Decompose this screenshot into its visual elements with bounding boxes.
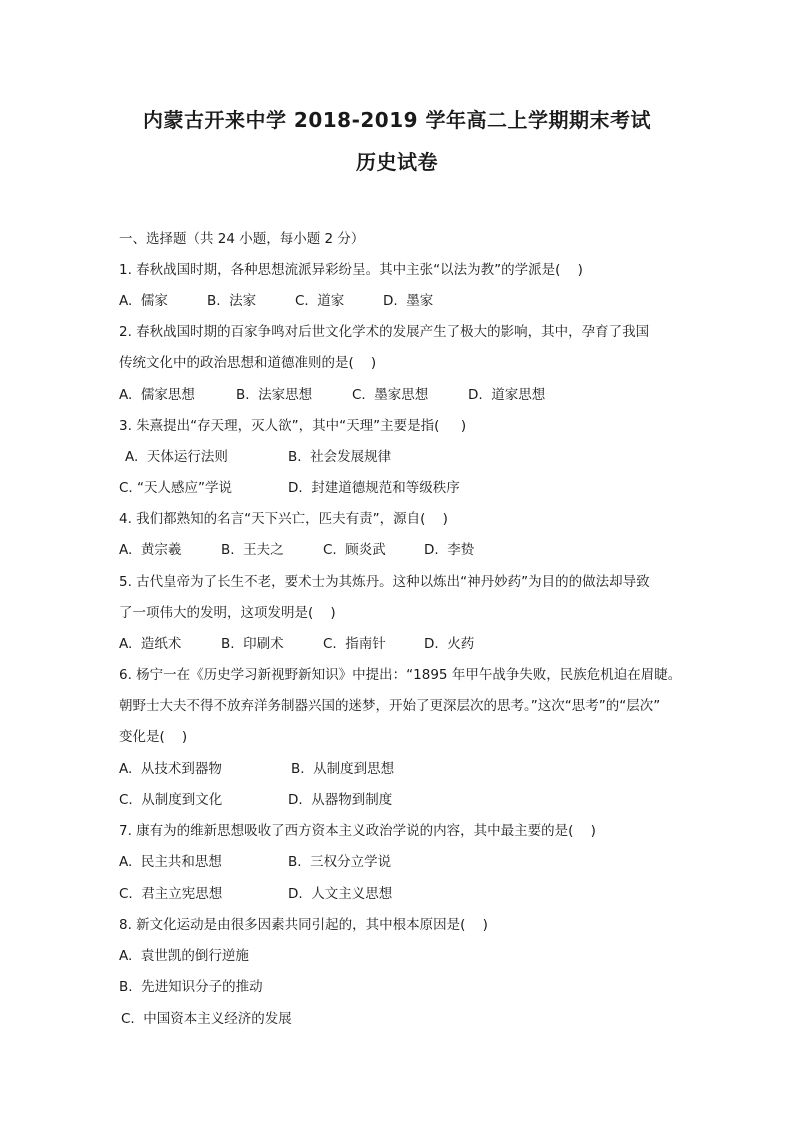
question-5-line-2: 了一项伟大的发明，这项发明是( ) bbox=[119, 605, 336, 621]
question-2-option-b: B. 法家思想 bbox=[236, 387, 313, 403]
question-6-option-d: D. 从器物到制度 bbox=[288, 792, 393, 808]
question-2-line-2: 传统文化中的政治思想和道德准则的是( ) bbox=[119, 355, 377, 371]
question-7-option-c: C. 君主立宪思想 bbox=[119, 886, 223, 902]
question-6-option-c: C. 从制度到文化 bbox=[119, 792, 223, 808]
question-8-line-1: 8. 新文化运动是由很多因素共同引起的，其中根本原因是( ) bbox=[119, 917, 488, 933]
question-7-option-d: D. 人文主义思想 bbox=[288, 886, 393, 902]
question-1-option-d: D. 墨家 bbox=[383, 293, 434, 309]
question-5-option-d: D. 火药 bbox=[424, 636, 475, 652]
question-1-option-c: C. 道家 bbox=[295, 293, 345, 309]
question-5-option-c: C. 指南针 bbox=[323, 636, 386, 652]
question-6-option-b: B. 从制度到思想 bbox=[291, 761, 395, 777]
question-5-line-1: 5. 古代皇帝为了长生不老，要术士为其炼丹。这种以炼出“神丹妙药”为目的的做法却导致 bbox=[119, 574, 650, 590]
question-3-option-d: D. 封建道德规范和等级秩序 bbox=[288, 480, 460, 496]
question-8-option-a: A. 袁世凯的倒行逆施 bbox=[119, 948, 249, 964]
question-4-option-c: C. 顾炎武 bbox=[323, 542, 386, 558]
question-4-option-d: D. 李贽 bbox=[424, 542, 475, 558]
exam-title: 内蒙古开来中学 2018-2019 学年高二上学期期末考试 bbox=[142, 108, 652, 132]
question-1-option-a: A. 儒家 bbox=[119, 293, 168, 309]
section-heading: 一、选择题（共 24 小题，每小题 2 分） bbox=[119, 231, 365, 247]
question-2-option-d: D. 道家思想 bbox=[468, 387, 546, 403]
question-1-option-b: B. 法家 bbox=[207, 293, 257, 309]
question-6-option-a: A. 从技术到器物 bbox=[119, 761, 222, 777]
question-6-line-2: 朝野士大夫不得不放弃洋务制器兴国的迷梦，开始了更深层次的思考。”这次“思考”的“层次” bbox=[119, 698, 661, 714]
question-6-line-1: 6. 杨宁一在《历史学习新视野新知识》中提出：“1895 年甲午战争失败，民族危机迫在眉睫。 bbox=[119, 667, 682, 683]
question-4-option-a: A. 黄宗羲 bbox=[119, 542, 182, 558]
question-4-option-b: B. 王夫之 bbox=[221, 542, 284, 558]
question-2-line-1: 2. 春秋战国时期的百家争鸣对后世文化学术的发展产生了极大的影响，其中，孕育了我国 bbox=[119, 324, 650, 340]
question-5-option-b: B. 印刷术 bbox=[221, 636, 284, 652]
question-8-option-c: C. 中国资本主义经济的发展 bbox=[121, 1011, 292, 1027]
question-2-option-a: A. 儒家思想 bbox=[119, 387, 195, 403]
question-6-line-3: 变化是( ) bbox=[119, 729, 188, 745]
question-3-line-1: 3. 朱熹提出“存天理，灭人欲”，其中“天理”主要是指( ) bbox=[119, 418, 467, 434]
question-1-line-1: 1. 春秋战国时期，各种思想流派异彩纷呈。其中主张“以法为教”的学派是( ) bbox=[119, 262, 583, 278]
question-5-option-a: A. 造纸术 bbox=[119, 636, 182, 652]
question-3-option-b: B. 社会发展规律 bbox=[288, 449, 392, 465]
question-7-option-a: A. 民主共和思想 bbox=[119, 854, 222, 870]
question-8-option-b: B. 先进知识分子的推动 bbox=[119, 979, 263, 995]
question-3-option-a: A. 天体运行法则 bbox=[125, 449, 228, 465]
question-4-line-1: 4. 我们都熟知的名言“天下兴亡，匹夫有责”，源自( ) bbox=[119, 511, 448, 527]
question-2-option-c: C. 墨家思想 bbox=[352, 387, 429, 403]
question-7-line-1: 7. 康有为的维新思想吸收了西方资本主义政治学说的内容，其中最主要的是( ) bbox=[119, 823, 596, 839]
exam-subtitle: 历史试卷 bbox=[356, 150, 438, 174]
question-7-option-b: B. 三权分立学说 bbox=[288, 854, 392, 870]
question-3-option-c: C. “天人感应”学说 bbox=[119, 480, 232, 496]
